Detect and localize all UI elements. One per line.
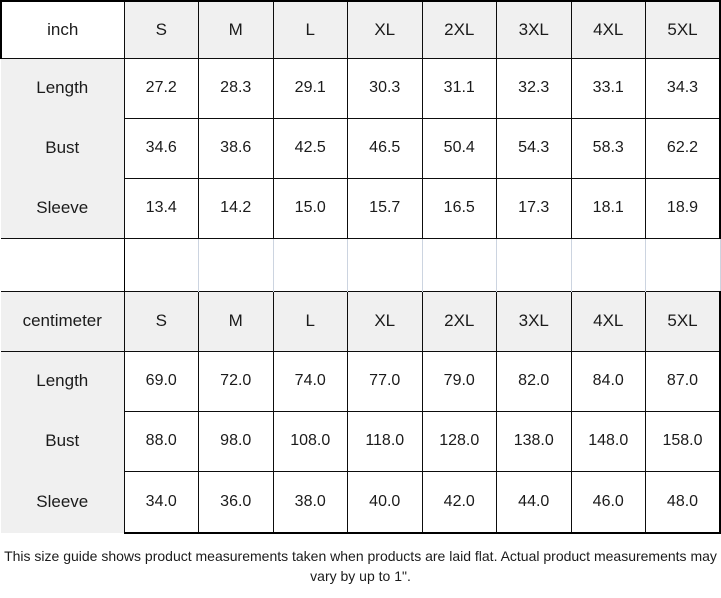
measurement-cell: 38.0 [273, 471, 348, 533]
measurement-cell: 15.7 [348, 178, 423, 238]
measurement-cell: 108.0 [273, 411, 348, 471]
size-guide-note: This size guide shows product measurements taken when products are laid flat. Actual product measurements may vary by up to 1". [4, 548, 717, 584]
centimeter-header-row [1, 291, 720, 351]
row-label-bust: Bust [1, 118, 124, 178]
measurement-cell: 29.1 [273, 58, 348, 118]
measurement-cell: 44.0 [497, 471, 572, 533]
inch-bust-row [1, 118, 720, 178]
measurement-cell: 148.0 [571, 411, 646, 471]
measurement-cell: 28.3 [199, 58, 274, 118]
measurement-cell: 118.0 [348, 411, 423, 471]
size-header-m: M [199, 291, 274, 351]
size-header-2xl: 2XL [422, 291, 497, 351]
spacer-cell [1, 238, 124, 291]
measurement-cell: 34.3 [646, 58, 721, 118]
size-header-xl: XL [348, 1, 423, 58]
row-label-length: Length [1, 58, 124, 118]
measurement-cell: 46.0 [571, 471, 646, 533]
cm-sleeve-row [1, 471, 720, 533]
size-header-l: L [273, 1, 348, 58]
row-label-sleeve: Sleeve [1, 178, 124, 238]
inch-sleeve-row [1, 178, 720, 238]
cm-length-row [1, 351, 720, 411]
spacer-row [1, 238, 720, 291]
spacer-cell [348, 238, 423, 291]
measurement-cell: 31.1 [422, 58, 497, 118]
inch-length-row [1, 58, 720, 118]
spacer-cell [124, 238, 199, 291]
size-header-s: S [124, 1, 199, 58]
inch-header-row [1, 1, 720, 58]
measurement-cell: 32.3 [497, 58, 572, 118]
measurement-cell: 33.1 [571, 58, 646, 118]
measurement-cell: 15.0 [273, 178, 348, 238]
measurement-cell: 46.5 [348, 118, 423, 178]
measurement-cell: 18.1 [571, 178, 646, 238]
measurement-cell: 30.3 [348, 58, 423, 118]
measurement-cell: 34.6 [124, 118, 199, 178]
size-header-xl: XL [348, 291, 423, 351]
size-header-3xl: 3XL [497, 291, 572, 351]
measurement-cell: 82.0 [497, 351, 572, 411]
spacer-cell [497, 238, 572, 291]
size-header-4xl: 4XL [571, 1, 646, 58]
measurement-cell: 77.0 [348, 351, 423, 411]
measurement-cell: 128.0 [422, 411, 497, 471]
size-header-s: S [124, 291, 199, 351]
size-header-3xl: 3XL [497, 1, 572, 58]
measurement-cell: 38.6 [199, 118, 274, 178]
measurement-cell: 69.0 [124, 351, 199, 411]
measurement-cell: 87.0 [646, 351, 721, 411]
row-label-length: Length [1, 351, 124, 411]
size-header-l: L [273, 291, 348, 351]
row-label-sleeve: Sleeve [1, 471, 124, 533]
measurement-cell: 16.5 [422, 178, 497, 238]
unit-label-inch: inch [1, 1, 124, 58]
measurement-cell: 27.2 [124, 58, 199, 118]
measurement-cell: 42.5 [273, 118, 348, 178]
spacer-cell [646, 238, 721, 291]
measurement-cell: 58.3 [571, 118, 646, 178]
measurement-cell: 72.0 [199, 351, 274, 411]
row-label-bust: Bust [1, 411, 124, 471]
measurement-cell: 62.2 [646, 118, 721, 178]
measurement-cell: 17.3 [497, 178, 572, 238]
size-header-2xl: 2XL [422, 1, 497, 58]
spacer-cell [199, 238, 274, 291]
measurement-cell: 158.0 [646, 411, 721, 471]
measurement-cell: 54.3 [497, 118, 572, 178]
size-header-4xl: 4XL [571, 291, 646, 351]
measurement-cell: 42.0 [422, 471, 497, 533]
measurement-cell: 14.2 [199, 178, 274, 238]
size-header-m: M [199, 1, 274, 58]
size-header-5xl: 5XL [646, 291, 721, 351]
spacer-cell [422, 238, 497, 291]
measurement-cell: 98.0 [199, 411, 274, 471]
measurement-cell: 40.0 [348, 471, 423, 533]
measurement-cell: 138.0 [497, 411, 572, 471]
spacer-cell [571, 238, 646, 291]
measurement-cell: 48.0 [646, 471, 721, 533]
measurement-cell: 79.0 [422, 351, 497, 411]
measurement-cell: 50.4 [422, 118, 497, 178]
measurement-cell: 36.0 [199, 471, 274, 533]
spacer-cell [273, 238, 348, 291]
unit-label-centimeter: centimeter [1, 291, 124, 351]
measurement-cell: 74.0 [273, 351, 348, 411]
size-header-5xl: 5XL [646, 1, 721, 58]
measurement-cell: 18.9 [646, 178, 721, 238]
measurement-cell: 88.0 [124, 411, 199, 471]
measurement-cell: 34.0 [124, 471, 199, 533]
cm-bust-row [1, 411, 720, 471]
measurement-cell: 84.0 [571, 351, 646, 411]
measurement-cell: 13.4 [124, 178, 199, 238]
